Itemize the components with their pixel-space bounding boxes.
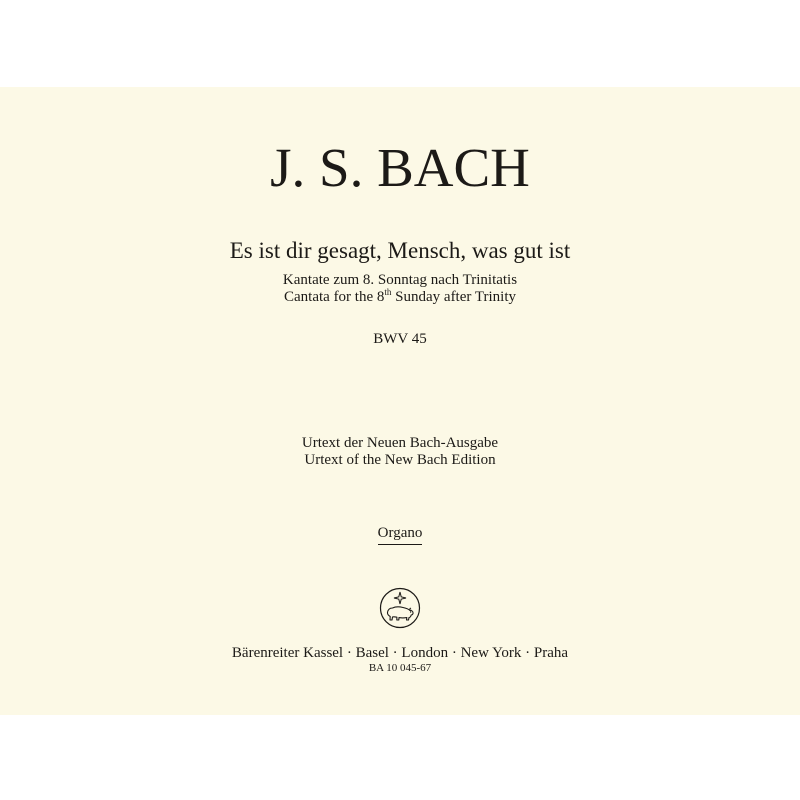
score-cover	[0, 87, 800, 715]
edition-english: Urtext of the New Bach Edition	[304, 452, 496, 468]
baerenreiter-bear-icon	[379, 587, 421, 629]
publisher-line: Bärenreiter Kassel · Basel · London · New York · Praha	[231, 645, 569, 661]
edition-german: Urtext der Neuen Bach-Ausgabe	[301, 435, 499, 451]
order-number: BA 10 045-67	[368, 662, 432, 674]
bwv-number: BWV 45	[373, 331, 427, 347]
subtitle-english	[0, 287, 800, 305]
part-name	[0, 526, 800, 545]
work-title: Es ist dir gesagt, Mensch, was gut ist	[229, 238, 571, 263]
composer-name: J. S. BACH	[270, 137, 530, 198]
ordinal-suffix: th	[384, 287, 392, 297]
subtitle-english-start: Cantata for the 8	[284, 289, 385, 305]
subtitle-german: Kantate zum 8. Sonntag nach Trinitatis	[282, 272, 518, 288]
part-label: Organo	[378, 526, 423, 545]
subtitle-english-end: Sunday after Trinity	[391, 289, 516, 305]
